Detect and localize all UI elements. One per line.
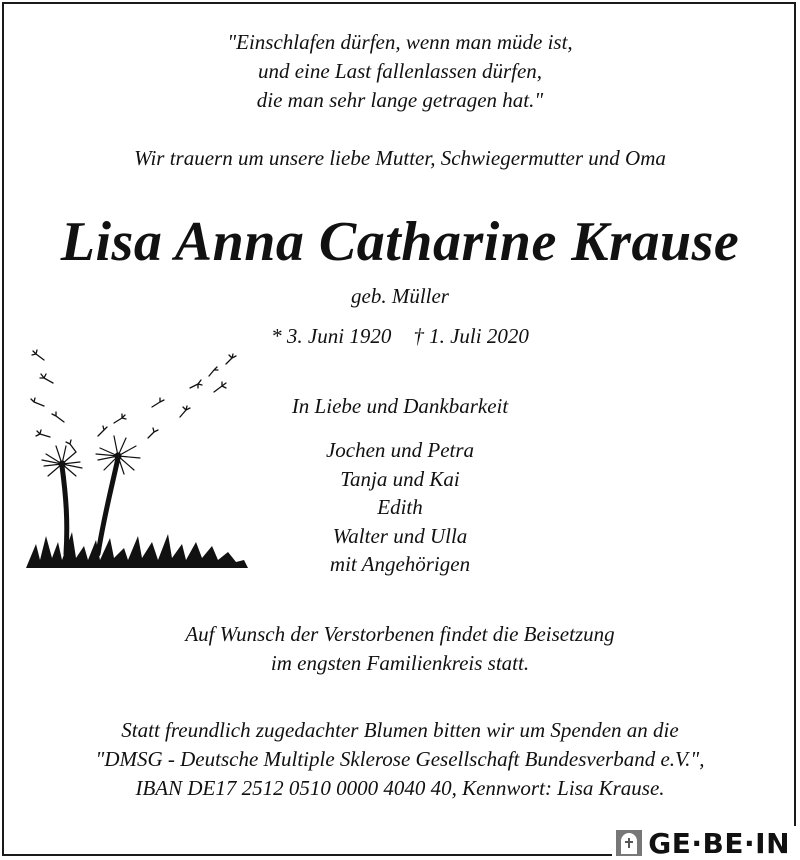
quote-line: "Einschlafen dürfen, wenn man müde ist, bbox=[227, 30, 573, 54]
birth-date: * 3. Juni 1920 bbox=[271, 324, 392, 348]
opening-quote bbox=[0, 28, 800, 115]
birth-name: geb. Müller bbox=[351, 284, 449, 308]
logo-text: GE·BE·IN bbox=[648, 826, 790, 860]
thanks-line: In Liebe und Dankbarkeit bbox=[291, 394, 509, 418]
death-date: † 1. Juli 2020 bbox=[413, 324, 529, 348]
grave-icon bbox=[616, 830, 642, 856]
quote-line: und eine Last fallenlassen dürfen, bbox=[257, 59, 543, 83]
mourner: Edith bbox=[377, 495, 423, 519]
mourner: mit Angehörigen bbox=[329, 552, 471, 576]
funeral-note bbox=[0, 620, 800, 678]
funeral-line: Auf Wunsch der Verstorbenen findet die Beisetzung bbox=[185, 622, 615, 646]
donation-line: IBAN DE17 2512 0510 0000 4040 40, Kennwort: Lisa Krause. bbox=[135, 776, 665, 800]
donation-line: Statt freundlich zugedachter Blumen bitten wir um Spenden an die bbox=[121, 718, 679, 742]
publisher-logo bbox=[612, 826, 796, 860]
quote-line: die man sehr lange getragen hat." bbox=[256, 88, 544, 112]
mourner: Jochen und Petra bbox=[325, 438, 475, 462]
donation-note bbox=[0, 716, 800, 803]
intro-text: Wir trauern um unsere liebe Mutter, Schwiegermutter und Oma bbox=[134, 146, 666, 170]
mourner: Walter und Ulla bbox=[332, 523, 468, 548]
deceased-name: Lisa Anna Catharine Krause bbox=[60, 211, 740, 273]
donation-line: "DMSG - Deutsche Multiple Sklerose Gesellschaft Bundesverband e.V.", bbox=[95, 747, 705, 771]
mourners-list bbox=[200, 436, 600, 579]
funeral-line: im engsten Familienkreis statt. bbox=[270, 651, 530, 675]
mourner: Tanja und Kai bbox=[340, 466, 460, 491]
